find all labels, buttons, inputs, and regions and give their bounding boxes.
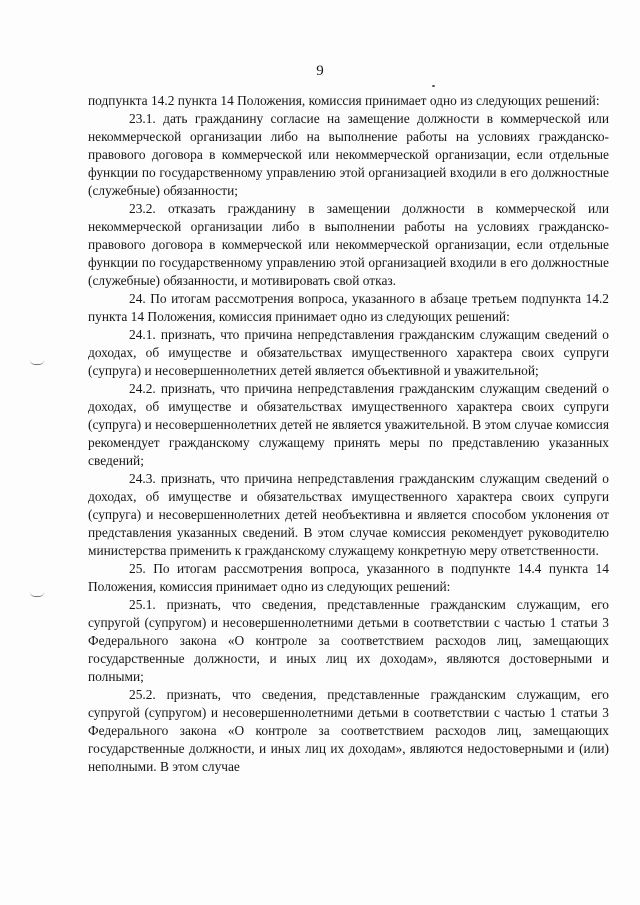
- paragraph: 24.3. признать, что причина непредставления гражданским служащим сведений о доходах, об имуществе и обязательствах имущественного характера своих супруги (супруга) и несовершеннолетних детей необъективна и является способом уклонения от представления указанных сведений. В этом случае комиссия рекомендует руководителю министерства применить к гражданскому служащему конкретную меру ответственности.: [88, 471, 609, 558]
- paragraph: 24.1. признать, что причина непредставления гражданским служащим сведений о доходах, об имуществе и обязательствах имущественного характера своих супруги (супруга) и несовершеннолетних детей является объективной и уважительной;: [88, 327, 609, 378]
- paragraph: подпункта 14.2 пункта 14 Положения, комиссия принимает одно из следующих решений:: [88, 93, 600, 108]
- paragraph: 23.1. дать гражданину согласие на замещение должности в коммерческой или некоммерческой организации либо на выполнение работы на условиях гражданско-правового договора в коммерческой или некоммерческой организации, если отдельные функции по государственному управлению этой организацией входили в его должностные (служебные) обязанности;: [88, 111, 609, 198]
- paragraph: 25.1. признать, что сведения, представленные гражданским служащим, его супругой (супругом) и несовершеннолетними детьми в соответствии с частью 1 статьи 3 Федерального закона «О контроле за соответствием расходов лиц, замещающих государственные должности, и иных лиц их доходам», являются достоверными и полными;: [88, 597, 609, 684]
- margin-mark: [30, 592, 44, 597]
- paragraph: 25.2. признать, что сведения, представленные гражданским служащим, его супругой (супругом) и несовершеннолетними детьми в соответствии с частью 1 статьи 3 Федерального закона «О контроле за соответствием расходов лиц, замещающих государственные должности, и иных лиц их доходам», являются недостоверными и (или) неполными. В этом случае: [88, 687, 609, 774]
- paragraph: 24. По итогам рассмотрения вопроса, указанного в абзаце третьем подпункта 14.2 пункта 14 Положения, комиссия принимает одно из следующих решений:: [88, 291, 609, 324]
- paragraph: 23.2. отказать гражданину в замещении должности в коммерческой или некоммерческой организации либо в выполнении работы на условиях гражданско-правового договора в коммерческой или некоммерческой организации, если отдельные функции по государственному управлению этой организацией входили в его должностные (служебные) обязанности, и мотивировать свой отказ.: [88, 201, 609, 288]
- document-body: [88, 92, 609, 776]
- paragraph: 25. По итогам рассмотрения вопроса, указанного в подпункте 14.4 пункта 14 Положения, комиссия принимает одно из следующих решений:: [88, 561, 609, 594]
- paragraph: 24.2. признать, что причина непредставления гражданским служащим сведений о доходах, об имуществе и обязательствах имущественного характера своих супруги (супруга) и несовершеннолетних детей не является уважительной. В этом случае комиссия рекомендует гражданскому служащему принять меры по представлению указанных сведений;: [88, 381, 609, 468]
- page-number: 9: [316, 63, 324, 79]
- margin-mark: [30, 360, 44, 365]
- scan-speck: [432, 85, 435, 87]
